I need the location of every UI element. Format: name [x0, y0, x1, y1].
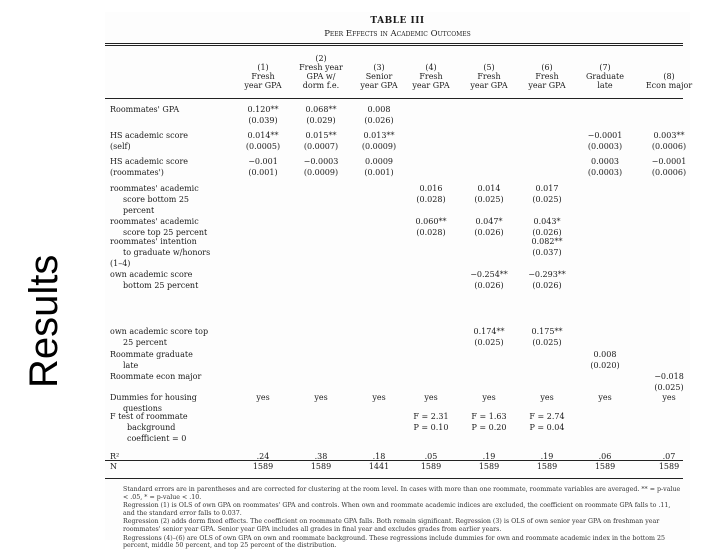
column-header-line: (1)	[257, 63, 269, 72]
table-cell: .18	[372, 452, 386, 461]
row-label: HS academic score	[110, 157, 189, 166]
table-cell: .19	[540, 452, 554, 461]
row-label: questions	[123, 404, 162, 413]
top-rule	[105, 43, 683, 44]
table-cell: 0.017	[535, 184, 559, 193]
column-header-line: (8)	[663, 72, 675, 81]
column-header	[235, 63, 291, 90]
table-cell: (0.020)	[590, 361, 620, 370]
row-label: HS academic score	[110, 131, 189, 140]
table-cell: .24	[256, 452, 270, 461]
table-cell: (0.025)	[532, 195, 562, 204]
table-cell: F = 1.63	[471, 412, 507, 421]
table-cell: 0.008	[367, 105, 391, 114]
table-cell: (0.001)	[248, 168, 278, 177]
table-cell: 0.003**	[653, 131, 685, 140]
column-header	[577, 63, 633, 90]
table-cell: −0.293**	[528, 270, 566, 279]
table-cell: 0.175**	[531, 327, 563, 336]
column-header-line: year GPA	[244, 81, 282, 90]
column-header-line: Econ major	[645, 81, 693, 90]
table-cell: 1589	[594, 462, 616, 471]
table-cell: .06	[598, 452, 612, 461]
table-cell: (0.028)	[416, 228, 446, 237]
table-cell: −0.0001	[651, 157, 687, 166]
table-cell: (0.0009)	[303, 168, 339, 177]
column-header-line: (4)	[425, 63, 437, 72]
table-cell: 0.043*	[533, 217, 561, 226]
column-header	[403, 63, 459, 90]
table-note: Standard errors are in parentheses and are corrected for clustering at the room level. In cases with more than one roommate, roommate variables are averaged. ** = p-value < .05, * = p-value < .10.	[123, 486, 681, 501]
table-subtitle: Peer Effects in Academic Outcomes	[324, 29, 471, 39]
row-label: bottom 25 percent	[123, 281, 199, 290]
row-label: 25 percent	[123, 338, 167, 347]
table-notes	[123, 486, 683, 550]
table-cell: (0.0003)	[587, 142, 623, 151]
table-cell: (0.025)	[474, 338, 504, 347]
row-label: F test of roommate	[110, 412, 188, 421]
table-cell: (0.039)	[248, 116, 278, 125]
table-cell: −0.001	[248, 157, 278, 166]
table-cell: (0.029)	[306, 116, 336, 125]
table-cell: .07	[662, 452, 676, 461]
row-label: score bottom 25	[123, 195, 189, 204]
row-label: to graduate w/honors	[123, 248, 211, 257]
table-cell: (0.026)	[474, 228, 504, 237]
table-cell: yes	[662, 393, 676, 402]
table-cell: F = 2.31	[413, 412, 449, 421]
table-cell: 0.008	[593, 350, 617, 359]
column-header-line: year GPA	[470, 81, 508, 90]
table-cell: .38	[314, 452, 328, 461]
column-header-line: Graduate	[586, 72, 624, 81]
table-cell: (0.026)	[474, 281, 504, 290]
column-header	[461, 63, 517, 90]
slide-title: Results	[22, 254, 66, 388]
column-header-line: Fresh	[251, 72, 275, 81]
table-scan	[105, 12, 693, 550]
table-cell: yes	[482, 393, 496, 402]
table-cell: 0.120**	[247, 105, 279, 114]
table-cell: 0.060**	[415, 217, 447, 226]
table-cell: (0.028)	[416, 195, 446, 204]
column-header-line: Senior	[365, 72, 393, 81]
table-cell: 0.014**	[247, 131, 279, 140]
table-cell: yes	[256, 393, 270, 402]
header-rule	[105, 98, 683, 99]
row-label: Roommate graduate	[110, 350, 193, 359]
table-cell: 0.013**	[363, 131, 395, 140]
table-cell: 1589	[658, 462, 680, 471]
table-cell: (0.037)	[532, 248, 562, 257]
row-label: Roommates' GPA	[110, 105, 180, 114]
table-note: Regression (1) is OLS of own GPA on roommates' GPA and controls. When own and roommate academic indices are excluded, the coefficient on roommate GPA falls to .11, and the standard error falls to 0.037.	[123, 502, 671, 517]
row-label: roommates' academic	[110, 184, 199, 193]
column-header	[293, 54, 349, 90]
column-header-line: (7)	[599, 63, 611, 72]
table-cell: P = 0.04	[529, 423, 565, 432]
row-label: own academic score	[110, 270, 193, 279]
table-cell: .19	[482, 452, 496, 461]
table-cell: 0.016	[419, 184, 443, 193]
column-header	[519, 63, 575, 90]
row-label: R²	[110, 452, 120, 461]
table-cell: (0.026)	[532, 228, 562, 237]
table-cell: 0.047*	[475, 217, 503, 226]
row-label: (roommates')	[110, 168, 164, 177]
table-cell: .05	[424, 452, 438, 461]
table-cell: (0.001)	[364, 168, 394, 177]
table-note: Regression (2) adds dorm fixed effects. The coefficient on roommate GPA falls. Both remain significant. Regression (3) is OLS of own senior year GPA on freshman year roommates' senior year GPA. Senior year GPA includes all grades in final year and excludes grades from earlier years.	[123, 518, 660, 533]
column-header-line: (2)	[315, 54, 327, 63]
row-label: own academic score top	[110, 327, 209, 336]
table-title: TABLE III	[370, 16, 425, 26]
column-header-line: dorm f.e.	[302, 81, 340, 90]
table-cell: yes	[424, 393, 438, 402]
column-header-line: Fresh	[419, 72, 443, 81]
table-cell: P = 0.20	[471, 423, 507, 432]
table-cell: yes	[372, 393, 386, 402]
table-note: Regressions (4)–(6) are OLS of own GPA on own and roommate background. These regressions include dummies for own and roommate academic index in the bottom 25 percent, middle 50 percent, and top 25 percent of the distribution.	[123, 534, 666, 550]
top-rule-double	[105, 45, 683, 46]
table-cell: (0.026)	[364, 116, 394, 125]
table-cell: 1589	[310, 462, 332, 471]
table-cell: (0.0003)	[587, 168, 623, 177]
row-label: background	[127, 423, 176, 432]
row-label: score top 25 percent	[123, 228, 208, 237]
table-cell: 0.174**	[473, 327, 505, 336]
table-cell: (0.0006)	[651, 168, 687, 177]
table-cell: (0.025)	[532, 338, 562, 347]
column-header	[641, 72, 697, 90]
table-cell: yes	[540, 393, 554, 402]
table-cell: 0.014	[477, 184, 501, 193]
table-cell: 0.0003	[591, 157, 619, 166]
table-cell: (0.025)	[654, 383, 684, 392]
table-cell: 0.082**	[531, 237, 563, 246]
table-cell: (0.025)	[474, 195, 504, 204]
column-header-line: year GPA	[412, 81, 450, 90]
table-cell: yes	[314, 393, 328, 402]
column-header-line: (5)	[483, 63, 495, 72]
column-header-line: (3)	[373, 63, 385, 72]
table-cell: 1589	[252, 462, 274, 471]
row-label: N	[110, 462, 117, 471]
table-cell: 1441	[368, 462, 390, 471]
table-cell: −0.018	[654, 372, 684, 381]
column-header-line: year GPA	[360, 81, 398, 90]
table-cell: P = 0.10	[413, 423, 449, 432]
row-label: (self)	[110, 142, 131, 151]
table-cell: (0.0005)	[245, 142, 281, 151]
table-cell: 1589	[478, 462, 500, 471]
notes-rule	[105, 478, 683, 479]
table-cell: F = 2.74	[529, 412, 565, 421]
table-cell: yes	[598, 393, 612, 402]
column-header-line: year GPA	[528, 81, 566, 90]
table-cell: 0.0009	[365, 157, 393, 166]
row-label: percent	[123, 206, 155, 215]
column-header-line: Fresh	[477, 72, 501, 81]
row-label: coefficient = 0	[127, 434, 187, 443]
column-header	[351, 63, 407, 90]
row-label: late	[123, 361, 139, 370]
table-cell: −0.0001	[587, 131, 623, 140]
column-header-line: Fresh	[535, 72, 559, 81]
table-cell: 0.015**	[305, 131, 337, 140]
column-header-line: (6)	[541, 63, 553, 72]
table-cell: (0.0007)	[303, 142, 339, 151]
table-cell: (0.0009)	[361, 142, 397, 151]
table-cell: 1589	[420, 462, 442, 471]
column-header-line: late	[597, 81, 613, 90]
row-label: Roommate econ major	[110, 372, 202, 381]
row-label: Dummies for housing	[110, 393, 197, 402]
column-header-line: GPA w/	[306, 72, 336, 81]
column-header-line: Fresh year	[299, 63, 343, 72]
table-cell: (0.0006)	[651, 142, 687, 151]
row-label: roommates' intention	[110, 237, 197, 246]
table-cell: −0.254**	[470, 270, 508, 279]
row-label: (1–4)	[110, 259, 131, 268]
table-cell: (0.026)	[532, 281, 562, 290]
table-cell: 0.068**	[305, 105, 337, 114]
table-cell: 1589	[536, 462, 558, 471]
row-label: roommates' academic	[110, 217, 199, 226]
table-cell: −0.0003	[303, 157, 339, 166]
